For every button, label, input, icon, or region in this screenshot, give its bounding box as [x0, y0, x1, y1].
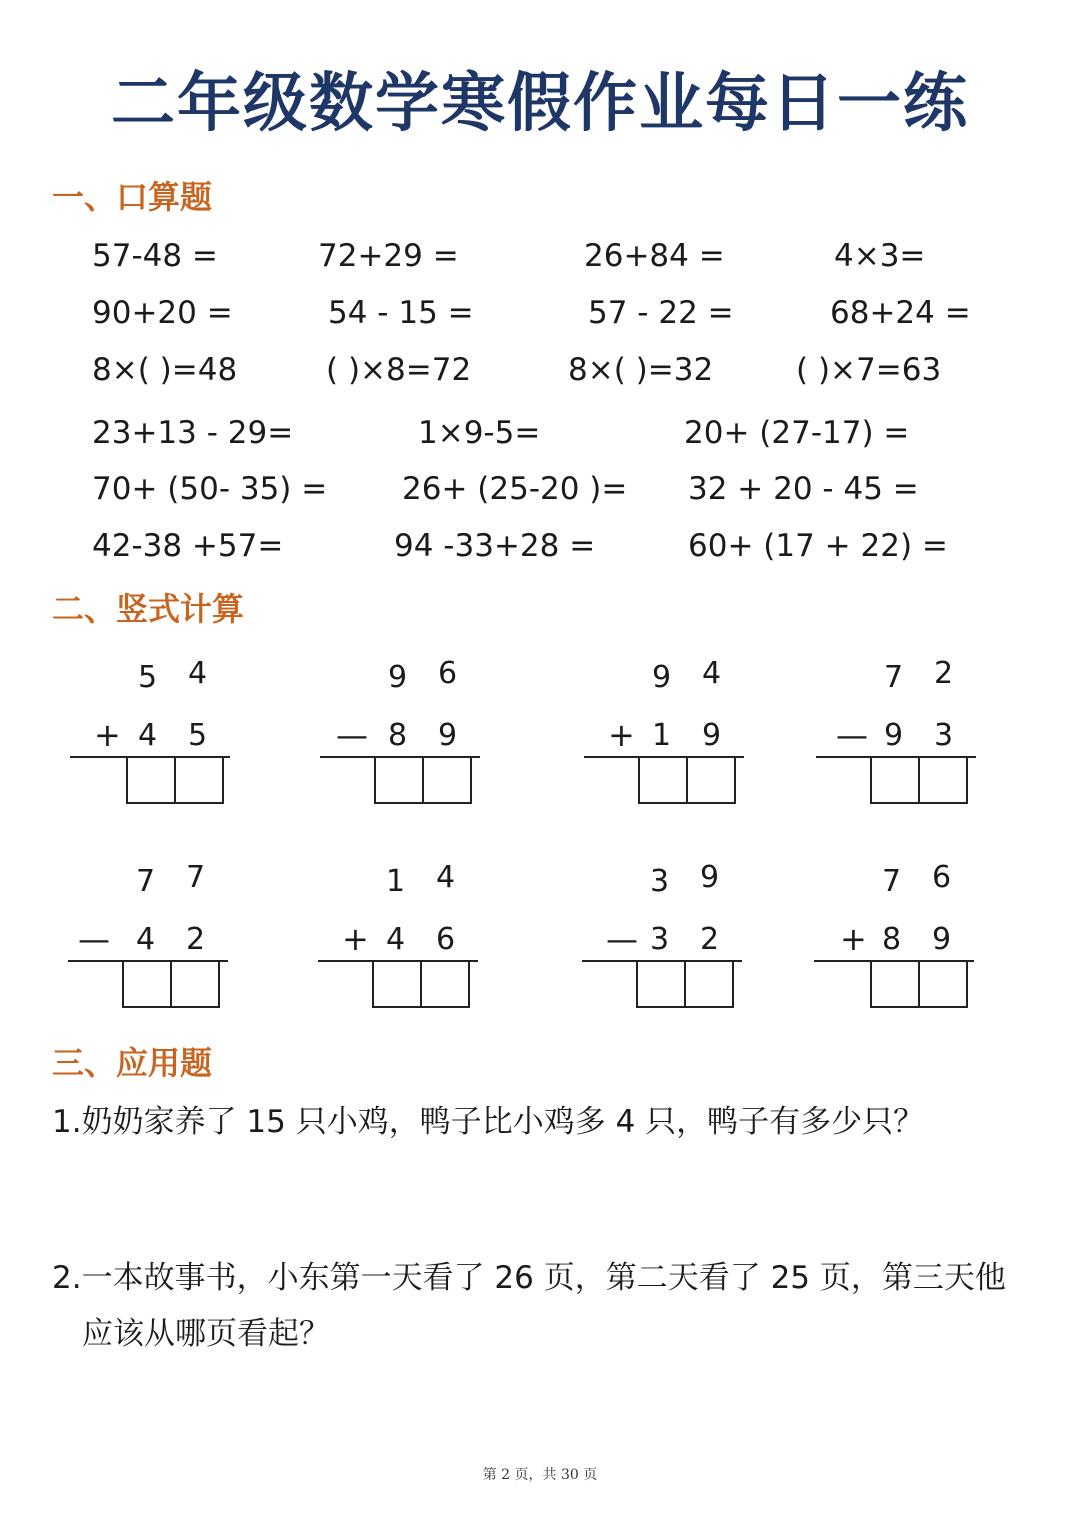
vertical-problem — [582, 860, 742, 1010]
digit-bottom-ones: 3 — [934, 718, 954, 753]
digit-bottom-tens: 8 — [388, 718, 408, 753]
digit-bottom-ones: 9 — [438, 718, 458, 753]
operator: — — [78, 920, 110, 958]
vertical-problem — [814, 860, 974, 1010]
oral-problem: ( )×7=63 — [796, 352, 942, 388]
page-title: 二年级数学寒假作业每日一练 — [111, 67, 969, 141]
operator: — — [836, 716, 868, 754]
digit-top-tens: 3 — [650, 864, 670, 899]
oral-problem: 8×( )=48 — [92, 352, 238, 388]
oral-problem: ( )×8=72 — [326, 352, 472, 388]
digit-bottom-tens: 4 — [136, 922, 156, 957]
answer-box-tens[interactable] — [870, 758, 920, 804]
vertical-problem — [584, 656, 744, 806]
digit-top-tens: 7 — [884, 660, 904, 695]
oral-problem: 60+ (17 + 22) = — [688, 528, 948, 564]
answer-box-ones[interactable] — [420, 962, 470, 1008]
oral-problem: 26+ (25-20 )= — [402, 471, 628, 507]
oral-problem: 54 - 15 = — [328, 295, 474, 331]
digit-bottom-ones: 2 — [186, 922, 206, 957]
digit-top-tens: 7 — [136, 864, 156, 899]
answer-box-tens[interactable] — [870, 962, 920, 1008]
section-heading-word: 三、应用题 — [52, 1044, 213, 1082]
answer-box-ones[interactable] — [918, 962, 968, 1008]
digit-top-ones: 4 — [702, 656, 722, 691]
operator: + — [608, 716, 635, 754]
digit-top-tens: 9 — [652, 660, 672, 695]
oral-problem: 68+24 = — [830, 295, 971, 331]
answer-box-ones[interactable] — [684, 962, 734, 1008]
page-number: 第 2 页，共 30 页 — [482, 1467, 598, 1483]
answer-box-tens[interactable] — [374, 758, 424, 804]
digit-bottom-ones: 5 — [188, 718, 208, 753]
oral-problem: 26+84 = — [584, 238, 725, 274]
digit-bottom-tens: 1 — [652, 718, 672, 753]
answer-box-ones[interactable] — [422, 758, 472, 804]
digit-bottom-ones: 2 — [700, 922, 720, 957]
digit-top-tens: 7 — [882, 864, 902, 899]
answer-box-ones[interactable] — [918, 758, 968, 804]
digit-bottom-tens: 4 — [386, 922, 406, 957]
word-problem-2-line1: 2.一本故事书，小东第一天看了 26 页，第二天看了 25 页，第三天他 — [52, 1260, 1006, 1296]
answer-box-ones[interactable] — [686, 758, 736, 804]
word-problem-2-line2: 应该从哪页看起？ — [82, 1316, 330, 1352]
operator: — — [606, 920, 638, 958]
section-heading-oral: 一、口算题 — [52, 178, 213, 216]
digit-top-ones: 7 — [186, 860, 206, 895]
vertical-problem — [320, 656, 480, 806]
digit-top-ones: 6 — [932, 860, 952, 895]
answer-box-tens[interactable] — [126, 758, 176, 804]
digit-bottom-tens: 8 — [882, 922, 902, 957]
section-heading-vertical: 二、竖式计算 — [52, 590, 245, 628]
oral-problem: 90+20 = — [92, 295, 233, 331]
answer-box-tens[interactable] — [638, 758, 688, 804]
oral-problem: 70+ (50- 35) = — [92, 471, 328, 507]
digit-top-tens: 1 — [386, 864, 406, 899]
vertical-problem — [318, 860, 478, 1010]
digit-bottom-tens: 9 — [884, 718, 904, 753]
oral-problem: 4×3= — [834, 238, 926, 274]
digit-bottom-ones: 9 — [702, 718, 722, 753]
oral-problem: 94 -33+28 = — [394, 528, 596, 564]
digit-top-tens: 9 — [388, 660, 408, 695]
oral-problem: 32 + 20 - 45 = — [688, 471, 919, 507]
operator: + — [342, 920, 369, 958]
oral-problem: 42-38 +57= — [92, 528, 284, 564]
digit-top-tens: 5 — [138, 660, 158, 695]
answer-box-ones[interactable] — [170, 962, 220, 1008]
oral-problem: 57-48 = — [92, 238, 218, 274]
digit-top-ones: 6 — [438, 656, 458, 691]
oral-problem: 72+29 = — [318, 238, 459, 274]
oral-problem: 1×9-5= — [418, 415, 541, 451]
digit-top-ones: 4 — [436, 860, 456, 895]
oral-problem: 20+ (27-17) = — [684, 415, 910, 451]
answer-box-tens[interactable] — [372, 962, 422, 1008]
operator: — — [336, 716, 368, 754]
digit-bottom-ones: 9 — [932, 922, 952, 957]
vertical-problem — [816, 656, 976, 806]
digit-bottom-tens: 4 — [138, 718, 158, 753]
answer-box-tens[interactable] — [122, 962, 172, 1008]
vertical-problem — [68, 860, 228, 1010]
word-problem-1: 1.奶奶家养了 15 只小鸡，鸭子比小鸡多 4 只，鸭子有多少只？ — [52, 1104, 925, 1140]
digit-top-ones: 9 — [700, 860, 720, 895]
digit-bottom-tens: 3 — [650, 922, 670, 957]
operator: + — [94, 716, 121, 754]
oral-problem: 23+13 - 29= — [92, 415, 294, 451]
digit-bottom-ones: 6 — [436, 922, 456, 957]
answer-box-ones[interactable] — [174, 758, 224, 804]
digit-top-ones: 4 — [188, 656, 208, 691]
oral-problem: 8×( )=32 — [568, 352, 714, 388]
vertical-problem — [70, 656, 230, 806]
operator: + — [840, 920, 867, 958]
oral-problem: 57 - 22 = — [588, 295, 734, 331]
answer-box-tens[interactable] — [636, 962, 686, 1008]
digit-top-ones: 2 — [934, 656, 954, 691]
